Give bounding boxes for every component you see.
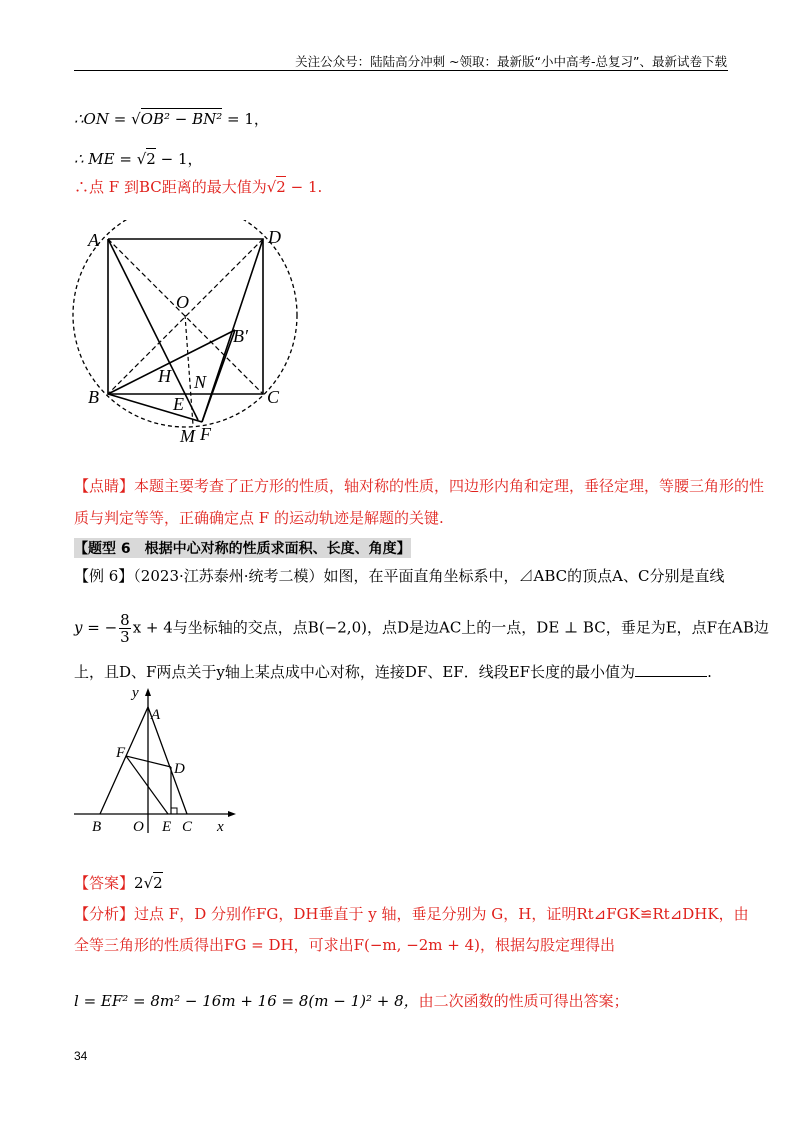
label-N: N (194, 372, 207, 392)
example-line-2 (74, 612, 769, 645)
label-D2: D (174, 761, 185, 777)
label-A: A (88, 230, 99, 250)
coordinate-figure (70, 685, 240, 840)
l3-radicand: 2 (276, 178, 286, 196)
comment-line-2: 质与判定等等，正确确定点 F 的运动轨迹是解题的关键. (74, 509, 444, 527)
solution-line-1: ∴ON = √OB² − BN² = 1， (74, 110, 269, 128)
label-F: F (200, 424, 211, 444)
comment-line-1 (74, 475, 764, 496)
analysis-text-1: 过点 F，D 分别作FG，DH垂直于 y 轴，垂足分别为 G，H，证明Rt⊿FGK≌Rt⊿DHK，由 (134, 905, 749, 923)
analysis-text-3: 由二次函数的性质可得出答案； (418, 992, 629, 1010)
fraction-8-3: $\frac{8}{3}$ (120, 611, 130, 646)
example-line-1: 【例 6】（2023·江苏泰州·统考二模）如图，在平面直角坐标系中，⊿ABC的顶点A、C分别是直线 (74, 567, 725, 585)
label-D: D (268, 227, 281, 247)
ex-line3: 上，且D、F两点关于y轴上某点成中心对称，连接DF、EF．线段EF长度的最小值为 (74, 663, 636, 681)
header-rule (74, 70, 728, 71)
label-C: C (267, 387, 280, 407)
comment-tag: 【点睛】 (74, 477, 135, 495)
l3-left: ∴点 F 到BC距离的最大值为 (74, 178, 267, 196)
label-E2: E (162, 819, 172, 835)
l2-left: ∴ ME = (74, 150, 137, 168)
page-number: 34 (74, 1049, 88, 1063)
comment-text-1: 本题主要考查了正方形的性质，轴对称的性质，四边形内角和定理，垂径定理，等腰三角形的性 (134, 477, 765, 495)
label-B: B (88, 387, 99, 407)
label-O: O (176, 292, 189, 312)
label-x: x (217, 819, 224, 835)
label-M: M (180, 426, 195, 446)
l3-right: − 1. (285, 178, 323, 196)
solution-line-2: ∴ ME = √2 − 1， (74, 150, 203, 168)
label-y: y (132, 685, 139, 701)
ex-rest: x + 4与坐标轴的交点，点B(−2,0)，点D是边AC上的一点，DE ⊥ BC，垂足为E，点F在AB边 (132, 618, 769, 637)
square-circle-figure (70, 220, 310, 450)
ex-y: y = − (74, 618, 118, 637)
answer-line: 【答案】2√2 (74, 874, 163, 892)
answer-radicand: 2 (153, 874, 163, 892)
l2-right: − 1， (155, 150, 203, 168)
answer-coef: 2 (134, 874, 144, 892)
label-B2: B (92, 819, 102, 835)
answer-tag: 【答案】 (74, 874, 135, 892)
l1-radicand: OB² − BN² (140, 110, 223, 128)
l2-radicand: 2 (146, 150, 156, 168)
analysis-formula: l = EF² = 8m² − 16m + 16 = 8(m − 1)² + 8， (74, 992, 419, 1010)
l1-right: = 1， (222, 110, 269, 128)
answer-blank[interactable] (635, 662, 707, 677)
label-C2: C (182, 819, 193, 835)
solution-line-3: ∴点 F 到BC距离的最大值为√2 − 1. (74, 178, 323, 196)
page-header: 关注公众号：陆陆高分冲刺 ~领取：最新版“小中高考-总复习”、最新试卷下载 (295, 54, 727, 69)
label-F2: F (116, 745, 126, 761)
label-O2: O (133, 819, 144, 835)
label-H: H (158, 366, 171, 386)
section-title: 【题型 6 根据中心对称的性质求面积、长度、角度】 (74, 538, 411, 558)
label-A2: A (151, 707, 161, 723)
analysis-line-3 (74, 990, 629, 1011)
analysis-line-1 (74, 903, 749, 924)
l1-left: ∴ON = (74, 110, 132, 128)
label-E: E (173, 394, 184, 414)
label-Bprime: B′ (233, 326, 248, 346)
analysis-line-2: 全等三角形的性质得出FG = DH，可求出F(−m, −2m + 4)，根据勾股定理得出 (74, 936, 616, 954)
analysis-tag: 【分析】 (74, 905, 135, 923)
example-line-3: 上，且D、F两点关于y轴上某点成中心对称，连接DF、EF．线段EF长度的最小值为 . (74, 663, 712, 681)
